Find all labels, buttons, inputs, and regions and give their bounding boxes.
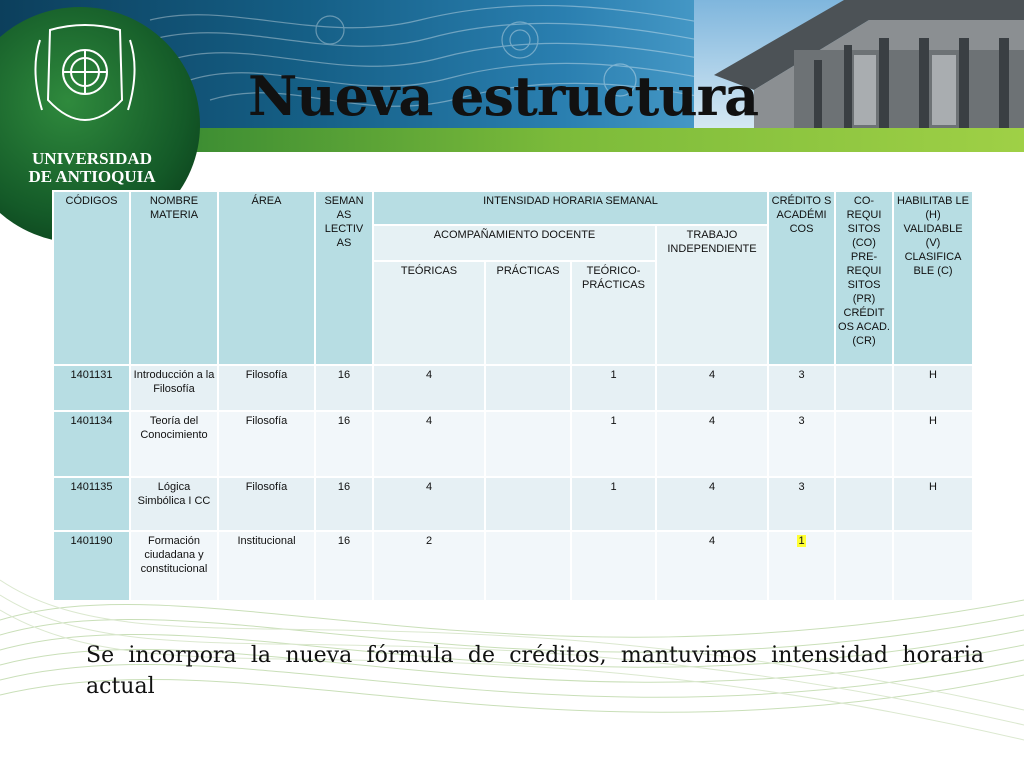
cell-semanas: 16	[315, 411, 373, 477]
cell-trabajo: 4	[656, 477, 768, 531]
cell-practicas	[485, 477, 571, 531]
cell-trabajo: 4	[656, 411, 768, 477]
page-title: Nueva estructura	[248, 64, 759, 128]
cell-codigo: 1401135	[53, 477, 130, 531]
cell-area: Filosofía	[218, 477, 315, 531]
cell-semanas: 16	[315, 531, 373, 601]
cell-trabajo: 4	[656, 365, 768, 411]
header-practicas: PRÁCTICAS	[485, 261, 571, 365]
curriculum-table	[52, 190, 974, 602]
cell-teoricas: 4	[373, 411, 485, 477]
cell-habilitable: H	[893, 411, 973, 477]
cell-codigo: 1401190	[53, 531, 130, 601]
cell-requisitos	[835, 411, 893, 477]
header-requisitos: CO-REQUI SITOS (CO) PRE-REQUI SITOS (PR) CRÉDIT OS ACAD. (CR)	[835, 191, 893, 365]
cell-semanas: 16	[315, 477, 373, 531]
cell-codigo: 1401134	[53, 411, 130, 477]
university-name	[22, 150, 162, 186]
cell-nombre: Introducción a la Filosofía	[130, 365, 218, 411]
table-row	[53, 411, 973, 477]
cell-area: Filosofía	[218, 365, 315, 411]
cell-habilitable: H	[893, 365, 973, 411]
cell-teoricas: 4	[373, 477, 485, 531]
cell-creditos: 3	[768, 477, 835, 531]
header-area: ÁREA	[218, 191, 315, 365]
cell-habilitable	[893, 531, 973, 601]
table-row	[53, 365, 973, 411]
cell-requisitos	[835, 531, 893, 601]
header-teorico-practicas: TEÓRICO-PRÁCTICAS	[571, 261, 656, 365]
highlighted-credit: 1	[798, 535, 805, 547]
cell-codigo: 1401131	[53, 365, 130, 411]
cell-nombre: Lógica Simbólica I CC	[130, 477, 218, 531]
table-row	[53, 477, 973, 531]
header-nombre-materia: NOMBRE MATERIA	[130, 191, 218, 365]
cell-teoricas: 4	[373, 365, 485, 411]
cell-nombre: Teoría del Conocimiento	[130, 411, 218, 477]
university-name-line2: DE ANTIOQUIA	[28, 167, 156, 186]
cell-nombre: Formación ciudadana y constitucional	[130, 531, 218, 601]
slide-caption: Se incorpora la nueva fórmula de créditos, mantuvimos intensidad horaria actual	[86, 643, 984, 699]
cell-practicas	[485, 365, 571, 411]
header-semanas: SEMAN AS LECTIV AS	[315, 191, 373, 365]
cell-teorico-practicas	[571, 531, 656, 601]
header-intensidad: INTENSIDAD HORARIA SEMANAL	[373, 191, 768, 225]
header-trabajo: TRABAJO INDEPENDIENTE	[656, 225, 768, 365]
cell-creditos: 3	[768, 365, 835, 411]
cell-semanas: 16	[315, 365, 373, 411]
table-row	[53, 531, 973, 601]
cell-creditos: 3	[768, 411, 835, 477]
cell-trabajo: 4	[656, 531, 768, 601]
cell-teorico-practicas: 1	[571, 411, 656, 477]
header-acompanamiento: ACOMPAÑAMIENTO DOCENTE	[373, 225, 656, 261]
cell-practicas	[485, 411, 571, 477]
header-habilitable: HABILITAB LE (H) VALIDABLE (V) CLASIFICA BLE (C)	[893, 191, 973, 365]
university-name-line1: UNIVERSIDAD	[32, 149, 152, 168]
cell-requisitos	[835, 365, 893, 411]
cell-area: Institucional	[218, 531, 315, 601]
cell-creditos	[768, 531, 835, 601]
cell-habilitable: H	[893, 477, 973, 531]
cell-area: Filosofía	[218, 411, 315, 477]
header-teoricas: TEÓRICAS	[373, 261, 485, 365]
cell-teoricas: 2	[373, 531, 485, 601]
cell-teorico-practicas: 1	[571, 365, 656, 411]
cell-practicas	[485, 531, 571, 601]
header-codigos: CÓDIGOS	[53, 191, 130, 365]
cell-teorico-practicas: 1	[571, 477, 656, 531]
header-creditos: CRÉDITO S ACADÉMI COS	[768, 191, 835, 365]
cell-requisitos	[835, 477, 893, 531]
